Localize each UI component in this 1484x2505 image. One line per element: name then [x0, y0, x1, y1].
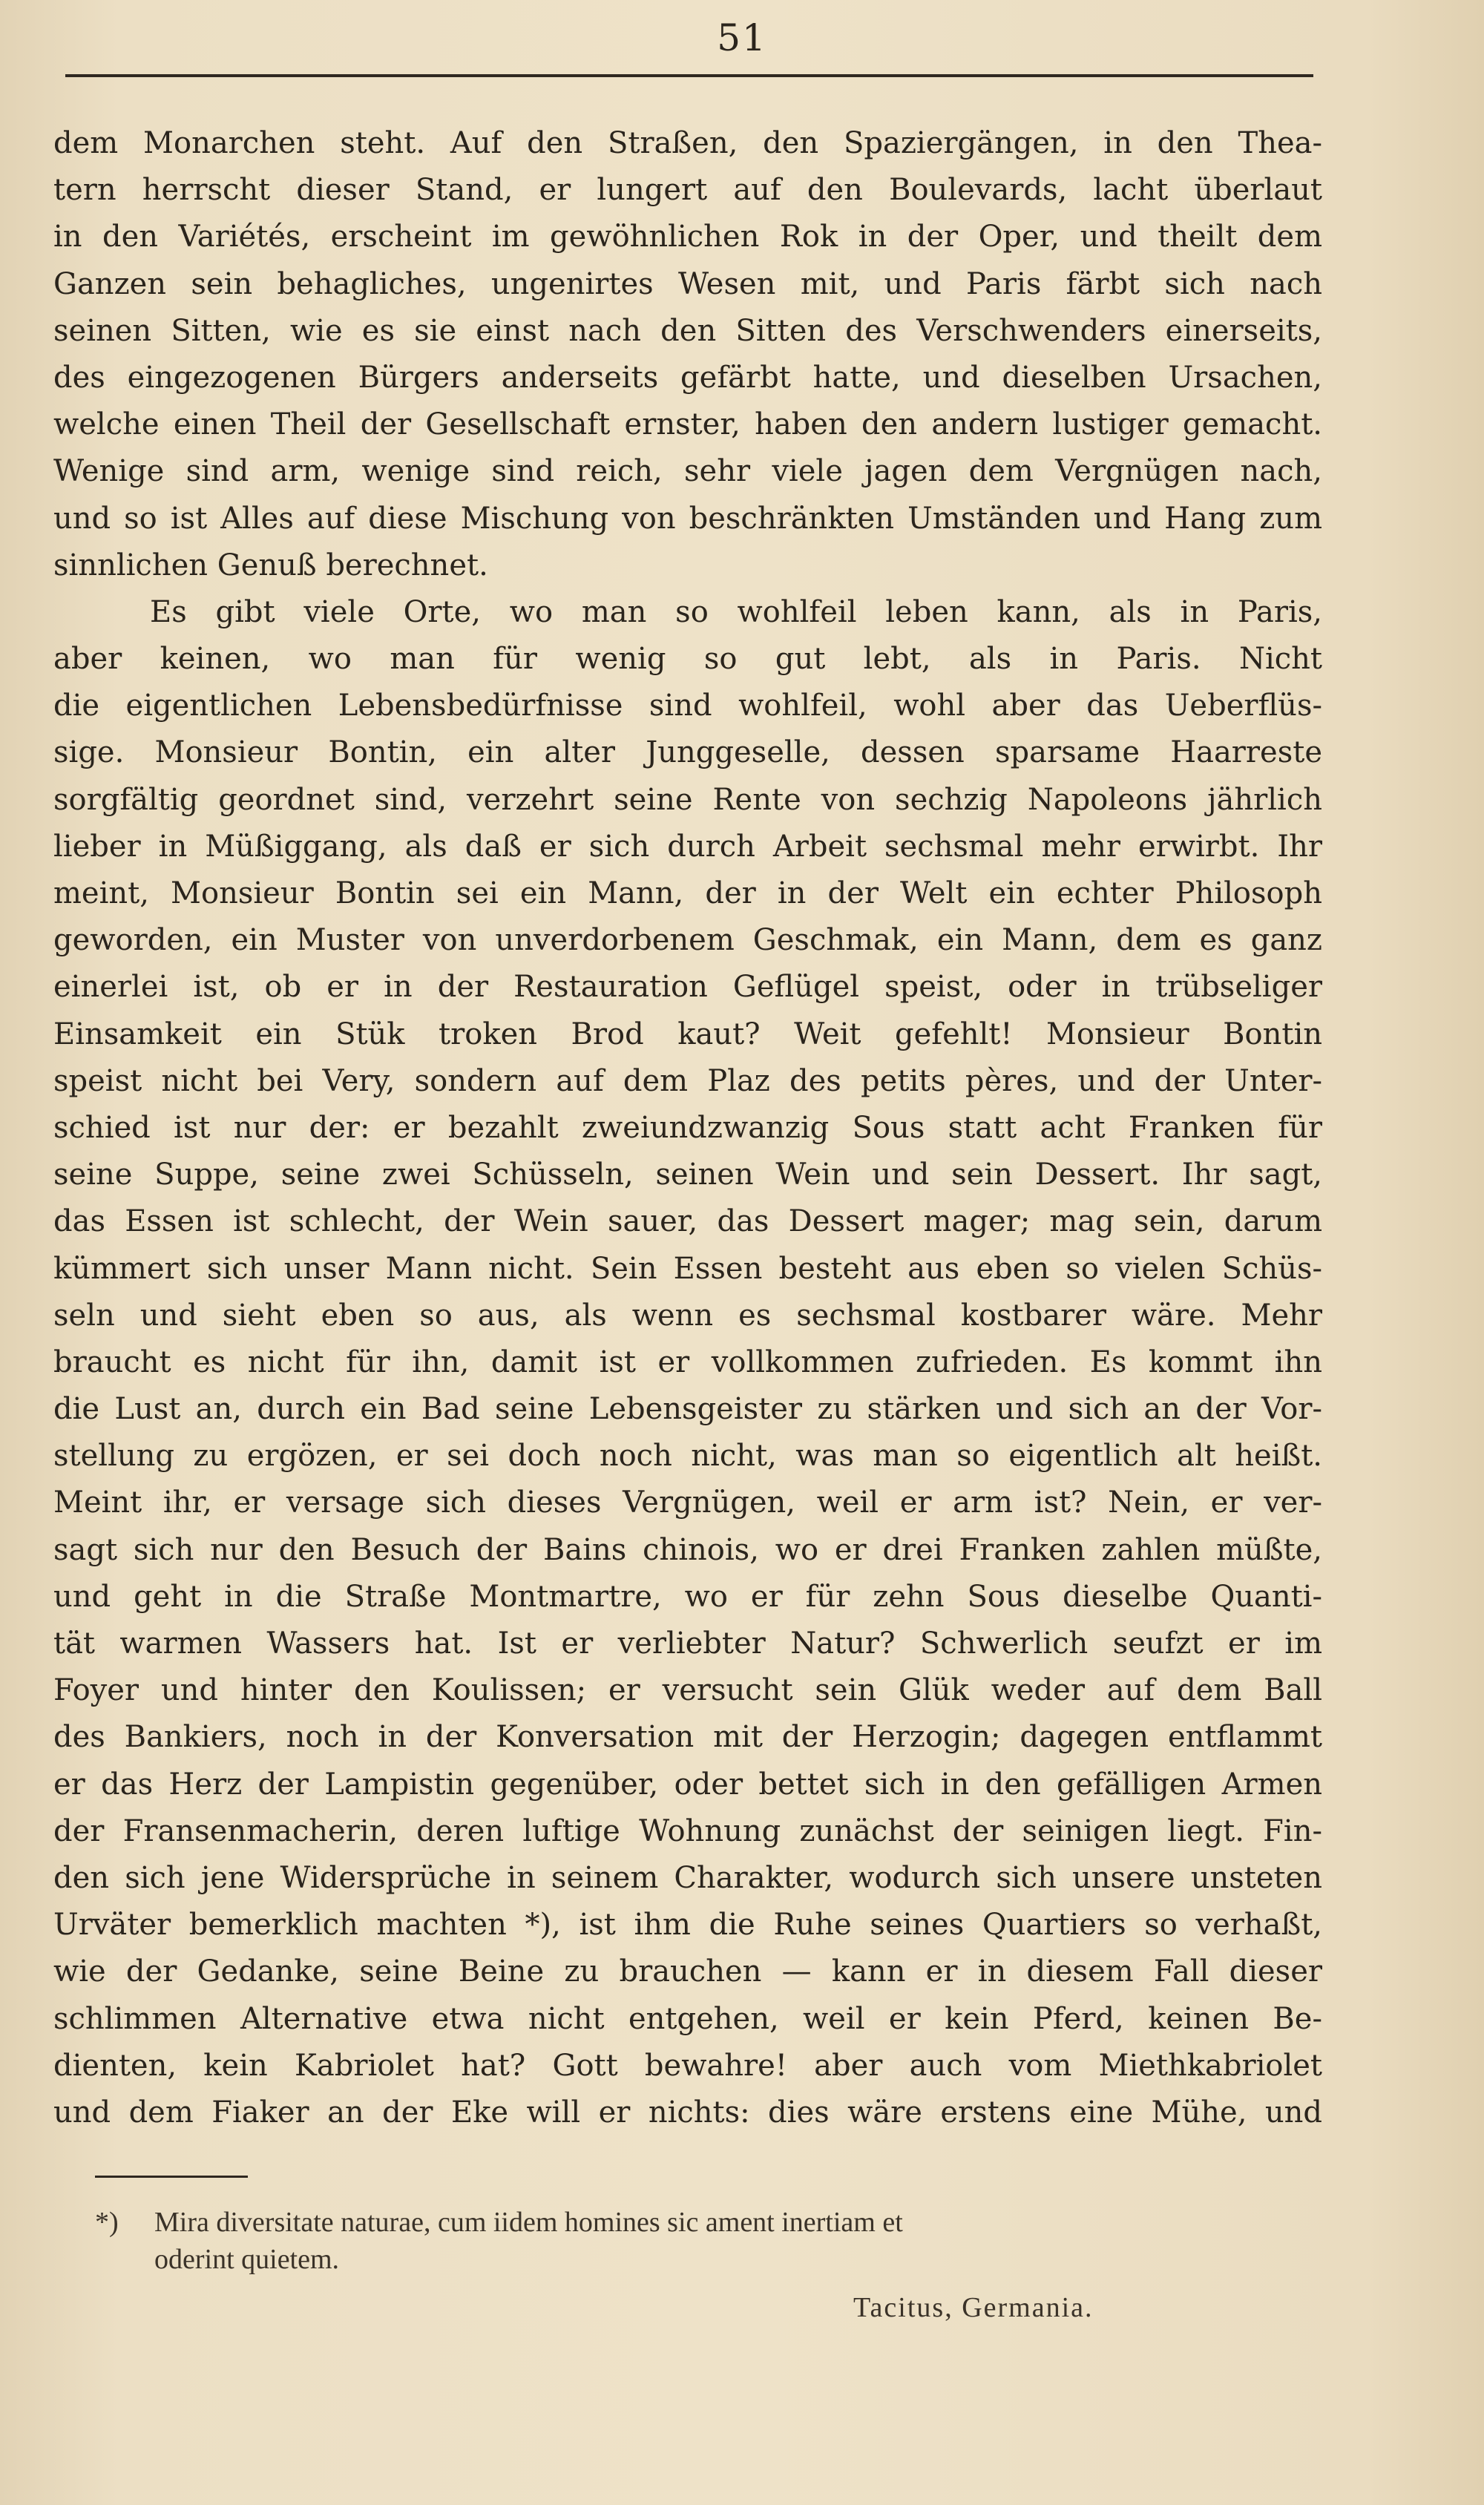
text-line: und so ist Alles auf diese Mischung von beschränkten Umständen und Hang zum [53, 501, 1322, 536]
text-line: und geht in die Straße Montmartre, wo er für zehn Sous dieselbe Quanti- [53, 1579, 1322, 1614]
text-line: welche einen Theil der Gesellschaft ernster, haben den andern lustiger gemacht. [53, 407, 1322, 442]
footnote-line: oderint quietem. [154, 2244, 340, 2275]
text-line: aber keinen, wo man für wenig so gut lebt, als in Paris. Nicht [53, 642, 1322, 677]
text-line: Meint ihr, er versage sich dieses Vergnügen, weil er arm ist? Nein, er ver- [53, 1485, 1322, 1520]
text-line: der Fransenmacherin, deren luftige Wohnung zunächst der seinigen liegt. Fin- [53, 1813, 1322, 1848]
text-line: stellung zu ergözen, er sei doch noch nicht, was man so eigentlich alt heißt. [53, 1439, 1322, 1474]
text-line: dienten, kein Kabriolet hat? Gott bewahre! aber auch vom Miethkabriolet [53, 2048, 1322, 2083]
text-line: das Essen ist schlecht, der Wein sauer, das Dessert mager; mag sein, darum [53, 1204, 1322, 1239]
text-line: geworden, ein Muster von unverdorbenem Geschmak, ein Mann, dem es ganz [53, 923, 1322, 958]
text-line: tät warmen Wassers hat. Ist er verliebter Natur? Schwerlich seufzt er im [53, 1626, 1322, 1661]
text-line: und dem Fiaker an der Eke will er nichts: dies wäre erstens eine Mühe, und [53, 2095, 1322, 2130]
text-line: die Lust an, durch ein Bad seine Lebensgeister zu stärken und sich an der Vor- [53, 1392, 1322, 1427]
text-line: des eingezogenen Bürgers anderseits gefärbt hatte, und dieselben Ursachen, [53, 360, 1322, 395]
text-line: speist nicht bei Very, sondern auf dem Plaz des petits pères, und der Unter- [53, 1063, 1322, 1098]
text-line: seine Suppe, seine zwei Schüsseln, seinen Wein und sein Dessert. Ihr sagt, [53, 1158, 1322, 1192]
text-line: schlimmen Alternative etwa nicht entgehen, weil er kein Pferd, keinen Be- [53, 2001, 1322, 2036]
text-line: sorgfältig geordnet sind, verzehrt seine Rente von sechzig Napoleons jährlich [53, 782, 1322, 817]
text-line: lieber in Müßiggang, als daß er sich durch Arbeit sechsmal mehr erwirbt. Ihr [53, 829, 1322, 864]
header-rule [65, 74, 1313, 77]
text-line: Foyer und hinter den Koulissen; er versucht sein Glük weder auf dem Ball [53, 1673, 1322, 1708]
text-line: sagt sich nur den Besuch der Bains chinois, wo er drei Franken zahlen müßte, [53, 1532, 1322, 1567]
footnote-text: Mira diversitate naturae, cum iidem homines sic ament inertiam et [154, 2207, 903, 2238]
footnote [95, 2204, 1327, 2278]
text-line: sinnlichen Genuß berechnet. [53, 548, 488, 582]
text-line: einerlei ist, ob er in der Restauration Geflügel speist, oder in trübseliger [53, 970, 1322, 1005]
text-line: Urväter bemerklich machten *), ist ihm die Ruhe seines Quartiers so verhaßt, [53, 1908, 1322, 1943]
text-line: Wenige sind arm, wenige sind reich, sehr viele jagen dem Vergnügen nach, [53, 454, 1322, 489]
text-line: seinen Sitten, wie es sie einst nach den Sitten des Verschwenders einerseits, [53, 313, 1322, 348]
text-line: schied ist nur der: er bezahlt zweiundzwanzig Sous statt acht Franken für [53, 1110, 1322, 1145]
text-line: den sich jene Widersprüche in seinem Charakter, wodurch sich unsere unsteten [53, 1860, 1322, 1895]
text-line: dem Monarchen steht. Auf den Straßen, den Spaziergängen, in den Thea- [53, 126, 1322, 160]
text-line: wie der Gedanke, seine Beine zu brauchen — kann er in diesem Fall dieser [53, 1954, 1322, 1989]
text-line: Es gibt viele Orte, wo man so wohlfeil leben kann, als in Paris, [150, 594, 1322, 629]
body-text [53, 120, 1322, 2136]
text-line: des Bankiers, noch in der Konversation mit der Herzogin; dagegen entflammt [53, 1720, 1322, 1755]
text-line: Einsamkeit ein Stük troken Brod kaut? Weit gefehlt! Monsieur Bontin [53, 1017, 1322, 1051]
text-line: er das Herz der Lampistin gegenüber, oder bettet sich in den gefälligen Armen [53, 1767, 1322, 1802]
text-line: in den Variétés, erscheint im gewöhnlichen Rok in der Oper, und theilt dem [53, 220, 1322, 255]
footnote-marker: *) [95, 2207, 119, 2238]
page-number: 51 [717, 16, 767, 59]
text-line: tern herrscht dieser Stand, er lungert auf den Boulevards, lacht überlaut [53, 173, 1322, 208]
footnote-rule [95, 2176, 248, 2178]
text-line: seln und sieht eben so aus, als wenn es sechsmal kostbarer wäre. Mehr [53, 1298, 1322, 1333]
text-line: die eigentlichen Lebensbedürfnisse sind wohlfeil, wohl aber das Ueberflüs- [53, 689, 1322, 723]
text-line: Ganzen sein behagliches, ungenirtes Wesen mit, und Paris färbt sich nach [53, 266, 1322, 301]
text-line: kümmert sich unser Mann nicht. Sein Essen besteht aus eben so vielen Schüs- [53, 1251, 1322, 1286]
footnote-line [95, 2204, 1327, 2241]
text-line: sige. Monsieur Bontin, ein alter Junggeselle, dessen sparsame Haarreste [53, 735, 1322, 770]
text-line: braucht es nicht für ihn, damit ist er vollkommen zufrieden. Es kommt ihn [53, 1345, 1322, 1379]
footnote-source: Tacitus, Germania. [853, 2292, 1094, 2323]
text-line: meint, Monsieur Bontin sei ein Mann, der in der Welt ein echter Philosoph [53, 876, 1322, 910]
